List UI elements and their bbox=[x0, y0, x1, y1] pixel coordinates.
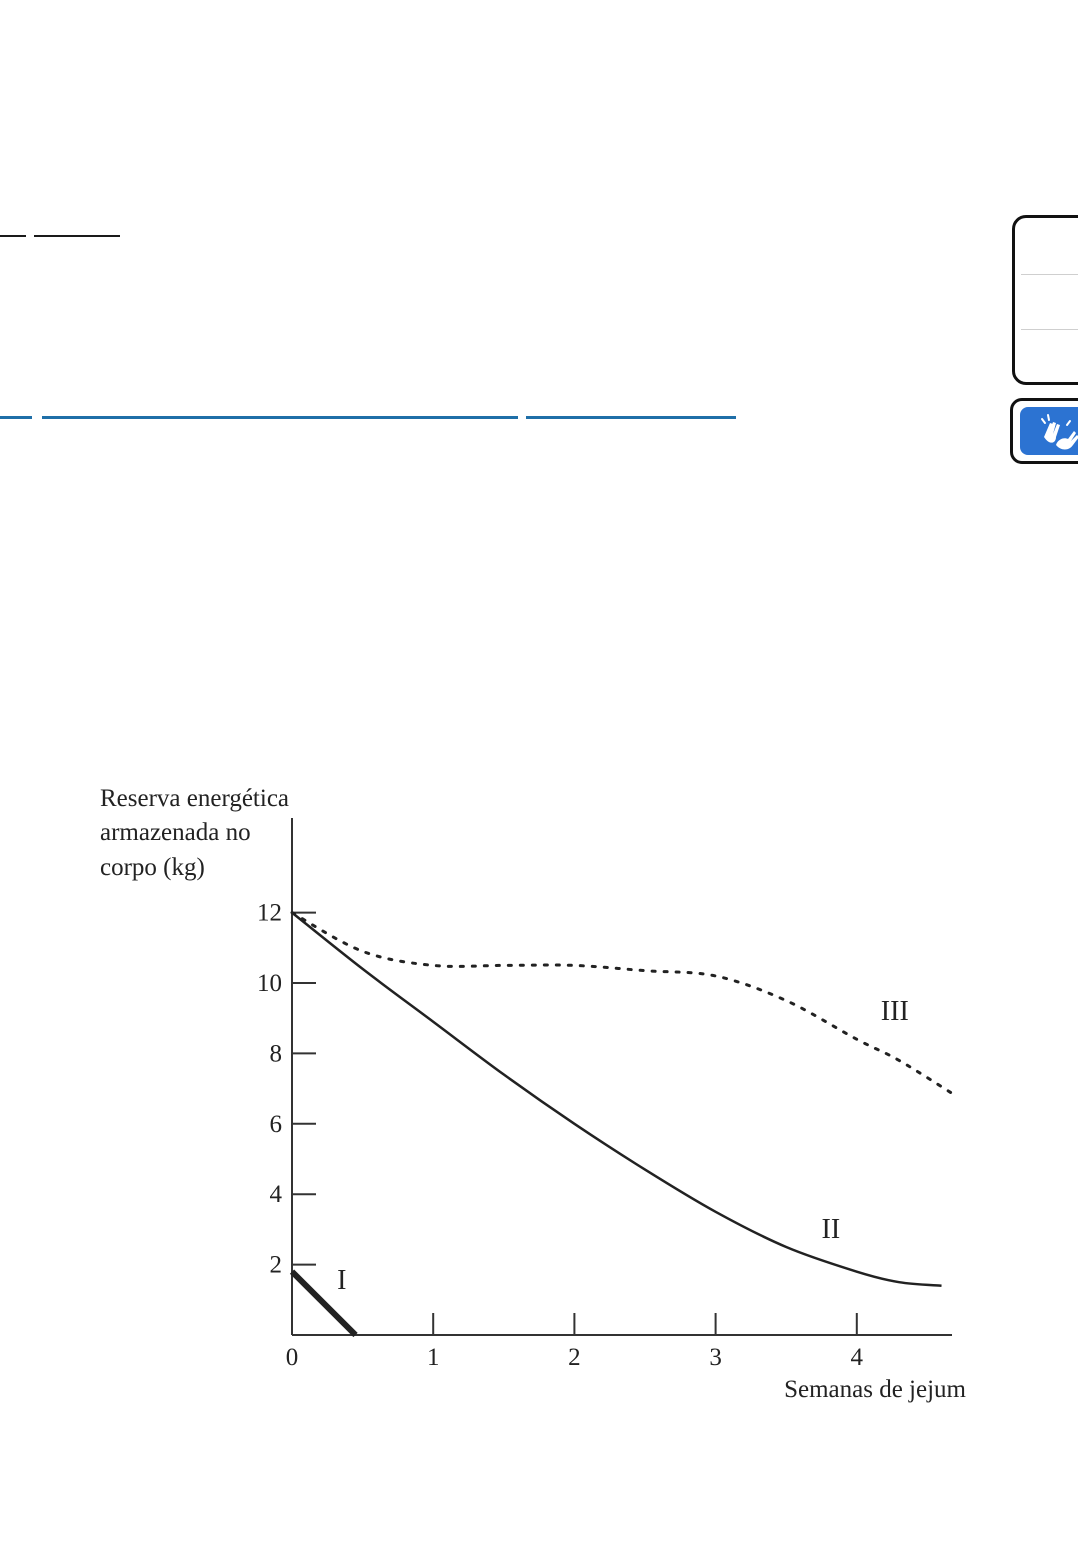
x-tick-label: 2 bbox=[568, 1344, 581, 1371]
link-underline-a[interactable] bbox=[0, 416, 32, 419]
x-tick-label: 0 bbox=[285, 1344, 299, 1371]
ylabel-line-2: armazenada no bbox=[100, 819, 251, 846]
y-tick-label: 8 bbox=[269, 1040, 282, 1068]
ylabel-line-3: corpo (kg) bbox=[100, 854, 205, 881]
x-tick-label: 1 bbox=[426, 1344, 440, 1371]
y-tick-label: 4 bbox=[269, 1181, 282, 1209]
series-label-III: III bbox=[880, 995, 909, 1027]
x-tick-label: 3 bbox=[709, 1344, 722, 1371]
accessibility-toolbar[interactable] bbox=[1012, 215, 1078, 385]
y-tick-label: 2 bbox=[269, 1251, 282, 1279]
ylabel-line-1: Reserva energética bbox=[100, 785, 290, 812]
link-underline-b[interactable] bbox=[42, 416, 518, 419]
series-label-I: I bbox=[337, 1265, 347, 1297]
toolbar-divider bbox=[1021, 329, 1078, 330]
toolbar-divider bbox=[1021, 274, 1078, 275]
sign-language-hands-icon bbox=[1034, 407, 1078, 455]
libras-button[interactable] bbox=[1020, 407, 1078, 455]
axis-ticks bbox=[257, 900, 864, 1371]
x-tick-label: 4 bbox=[850, 1344, 864, 1371]
y-tick-label: 12 bbox=[257, 899, 282, 927]
series-group bbox=[292, 913, 956, 1335]
series-label-II: II bbox=[821, 1214, 841, 1246]
energy-reserve-chart bbox=[0, 760, 1078, 1460]
series-line-III bbox=[292, 913, 956, 1096]
top-link-short[interactable] bbox=[0, 235, 26, 237]
libras-widget[interactable] bbox=[1010, 398, 1078, 464]
y-tick-label: 10 bbox=[257, 970, 282, 997]
xlabel: Semanas de jejum bbox=[784, 1376, 966, 1403]
top-link[interactable] bbox=[34, 235, 120, 237]
link-underline-c[interactable] bbox=[526, 416, 736, 419]
y-tick-label: 6 bbox=[269, 1110, 282, 1138]
